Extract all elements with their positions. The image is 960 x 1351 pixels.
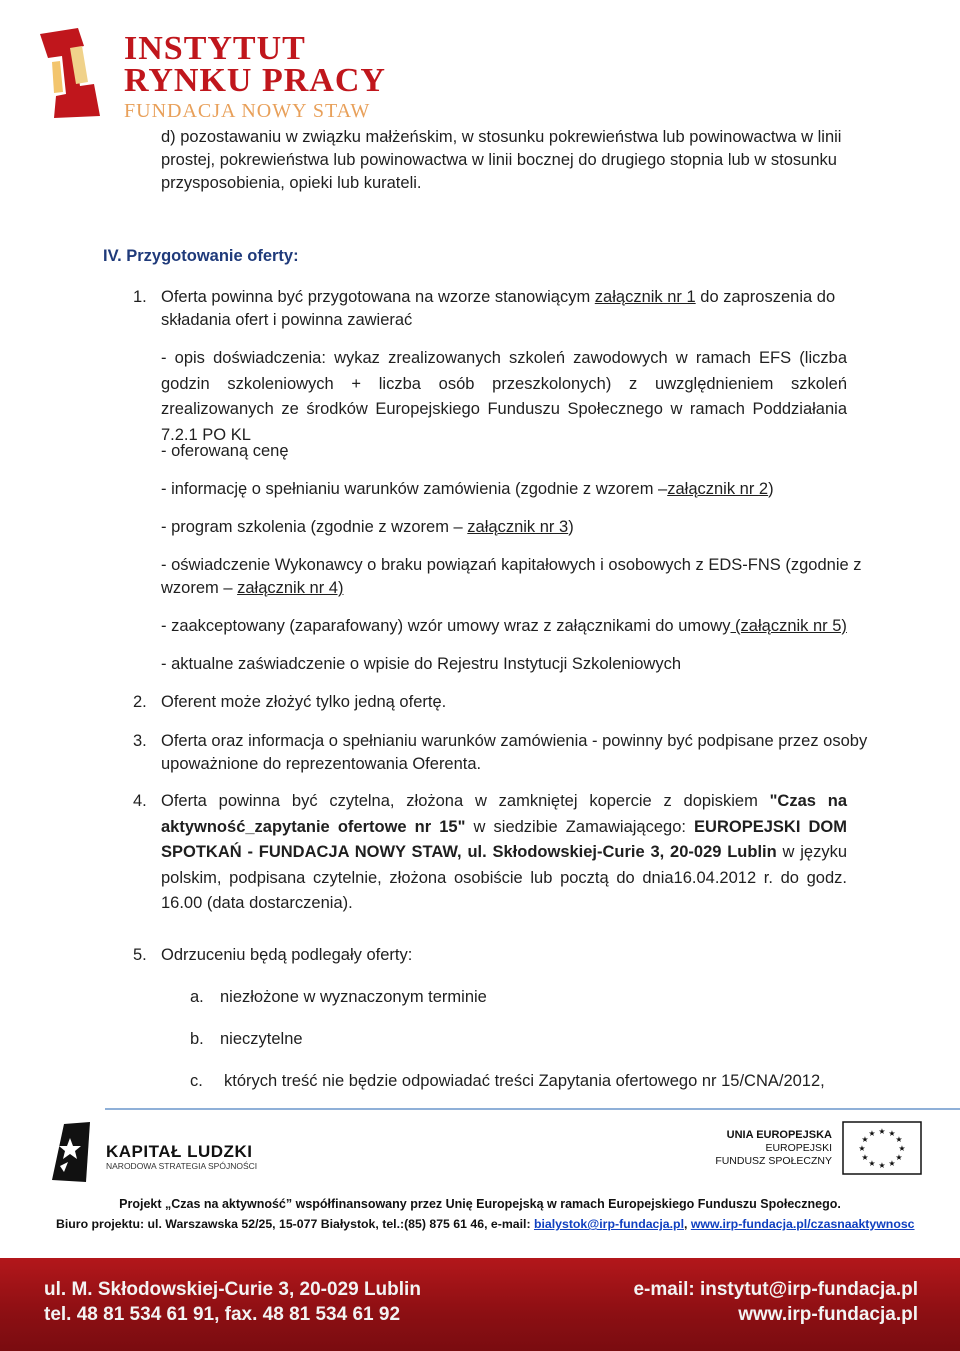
svg-text:★: ★ xyxy=(861,1135,869,1144)
item-4-text-b: w siedzibie Zamawiającego: xyxy=(465,817,695,836)
intro-line-1: d) pozostawaniu w związku małżeńskim, w stosunku pokrewieństwa lub powinowactwa w linii xyxy=(161,128,842,146)
footer-separator: , xyxy=(683,1217,691,1231)
item-4-text xyxy=(161,789,847,917)
bullet-conditions-text: - informację o spełnianiu warunków zamówienia (zgodnie z wzorem – xyxy=(161,480,668,498)
item-4-envelope-note: "Czas na aktywność_zapytanie ofertowe nr 15" xyxy=(161,792,848,836)
attachment-3-link[interactable]: załącznik nr 3 xyxy=(467,518,569,536)
svg-text:★: ★ xyxy=(868,1159,876,1168)
bullet-contract-text: - zaakceptowany (zaparafowany) wzór umowy wraz z załącznikami do umowy xyxy=(161,617,731,635)
footer-office-line xyxy=(56,1217,915,1231)
kapital-ludzki-subtitle: NARODOWA STRATEGIA SPÓJNOŚCI xyxy=(106,1161,258,1171)
intro-line-3: przysposobienia, opieki lub kurateli. xyxy=(161,174,422,192)
item-5-c-mark: c. xyxy=(190,1072,203,1090)
footer-bar-web: www.irp-fundacja.pl xyxy=(738,1304,918,1325)
svg-text:★: ★ xyxy=(888,1159,896,1168)
institute-logo-icon xyxy=(34,26,114,122)
org-name-line3: FUNDACJA NOWY STAW xyxy=(124,100,371,122)
item-2-text: Oferent może złożyć tylko jedną ofertę. xyxy=(161,693,447,711)
item-4-text-c: w języku polskim, podpisana czytelnie, złożona osobiście lub pocztą do dnia16.04.2012 r. do godz. 16.00 (data dostarczenia). xyxy=(161,843,848,912)
item-4-number: 4. xyxy=(133,792,147,810)
item-5-a-mark: a. xyxy=(190,988,204,1006)
bullet-declaration-line-1: - oświadczenie Wykonawcy o braku powiązań kapitałowych i osobowych z EDS-FNS (zgodnie z xyxy=(161,556,862,574)
svg-text:★: ★ xyxy=(878,1161,886,1170)
svg-text:★: ★ xyxy=(878,1127,886,1136)
bullet-contract xyxy=(161,614,847,638)
bullet-experience: - opis doświadczenia: wykaz zrealizowanych szkoleń zawodowych w ramach EFS (liczba godzin szkoleniowych + liczba osób przeszkolonych) z uwzględnieniem szkoleń zrealizowanych ze środków Europejskiego Funduszu Społecznego w ramach Poddziałania 7.2.1 PO KL xyxy=(161,349,847,444)
item-1-text: Oferta powinna być przygotowana na wzorze stanowiącym xyxy=(161,288,595,306)
svg-text:★: ★ xyxy=(898,1144,906,1153)
svg-text:★: ★ xyxy=(861,1153,869,1162)
svg-text:★: ★ xyxy=(895,1153,903,1162)
svg-text:★: ★ xyxy=(895,1135,903,1144)
org-name-line2: RYNKU PRACY xyxy=(124,62,386,99)
bullet-declaration-line-2 xyxy=(161,576,343,600)
item-5-b-text: nieczytelne xyxy=(220,1030,303,1048)
ue-line-3: FUNDUSZ SPOŁECZNY xyxy=(715,1155,832,1167)
footer-office-text: Biuro projektu: ul. Warszawska 52/25, 15-077 Białystok, tel.:(85) 875 61 46, e-mail: xyxy=(56,1217,534,1231)
item-3-line-1: Oferta oraz informacja o spełnianiu warunków zamówienia - powinny być podpisane przez osoby xyxy=(161,732,868,750)
item-5-b-mark: b. xyxy=(190,1030,204,1048)
bullet-certificate: - aktualne zaświadczenie o wpisie do Rejestru Instytucji Szkoleniowych xyxy=(161,655,681,673)
item-1-text-end: do zaproszenia do xyxy=(695,288,836,306)
item-3-line-2: upoważnione do reprezentowania Oferenta. xyxy=(161,755,482,773)
bullet-program-end: ) xyxy=(568,518,574,536)
bullet-declaration-text: wzorem – xyxy=(161,579,238,597)
bullet-conditions xyxy=(161,477,774,501)
attachment-4-link[interactable]: załącznik nr 4) xyxy=(237,579,344,597)
attachment-1-link[interactable]: załącznik nr 1 xyxy=(594,288,696,306)
ue-line-1: UNIA EUROPEJSKA xyxy=(726,1129,832,1141)
svg-text:★: ★ xyxy=(888,1129,896,1138)
attachment-2-link[interactable]: załącznik nr 2 xyxy=(667,480,769,498)
item-1-line-2: składania ofert i powinna zawierać xyxy=(161,311,413,329)
section-heading: IV. Przygotowanie oferty: xyxy=(103,247,299,265)
bullet-program-text: - program szkolenia (zgodnie z wzorem – xyxy=(161,518,468,536)
item-5-number: 5. xyxy=(133,946,147,964)
item-5-c-text: których treść nie będzie odpowiadać treści Zapytania ofertowego nr 15/CNA/2012, xyxy=(224,1072,825,1090)
footer-divider xyxy=(105,1108,960,1110)
kapital-ludzki-logo-icon xyxy=(50,1122,92,1184)
footer-bar-phone: tel. 48 81 534 61 91, fax. 48 81 534 61 92 xyxy=(44,1304,401,1325)
footer-project-line: Projekt „Czas na aktywność” współfinansowany przez Unię Europejską w ramach Europejskiego Funduszu Społecznego. xyxy=(119,1197,841,1211)
bullet-conditions-end: ) xyxy=(768,480,774,498)
svg-text:★: ★ xyxy=(858,1144,866,1153)
eu-flag-icon xyxy=(842,1121,922,1175)
svg-text:★: ★ xyxy=(868,1129,876,1138)
item-5-a-text: niezłożone w wyznaczonym terminie xyxy=(220,988,487,1006)
intro-line-2: prostej, pokrewieństwa lub powinowactwa w linii bocznej do drugiego stopnia lub w stosunku xyxy=(161,151,837,169)
ue-line-2: EUROPEJSKI xyxy=(765,1142,832,1154)
item-1-number: 1. xyxy=(133,288,147,306)
kapital-ludzki-title: KAPITAŁ LUDZKI xyxy=(106,1142,253,1161)
footer-email-link[interactable]: bialystok@irp-fundacja.pl xyxy=(533,1217,684,1231)
bullet-program xyxy=(161,515,574,539)
org-name-line1: INSTYTUT xyxy=(124,30,306,67)
item-4-text-a: Oferta powinna być czytelna, złożona w zamkniętej kopercie z dopiskiem xyxy=(161,792,770,810)
item-2-number: 2. xyxy=(133,693,147,711)
item-1-line-1 xyxy=(161,285,835,309)
footer-bar-email: e-mail: instytut@irp-fundacja.pl xyxy=(633,1279,918,1300)
attachment-5-link[interactable]: (załącznik nr 5) xyxy=(730,617,847,635)
footer-bar-address: ul. M. Skłodowskiej-Curie 3, 20-029 Lublin xyxy=(44,1279,421,1300)
item-3-number: 3. xyxy=(133,732,147,750)
item-5-text: Odrzuceniu będą podlegały oferty: xyxy=(161,946,413,964)
footer-web-link[interactable]: www.irp-fundacja.pl/czasnaaktywnosc xyxy=(690,1217,915,1231)
bullet-price: - oferowaną cenę xyxy=(161,442,289,460)
item-4-address: EUROPEJSKI DOM SPOTKAŃ - FUNDACJA NOWY STAW, ul. Skłodowskiej-Curie 3, 20-029 Lublin xyxy=(161,817,847,861)
